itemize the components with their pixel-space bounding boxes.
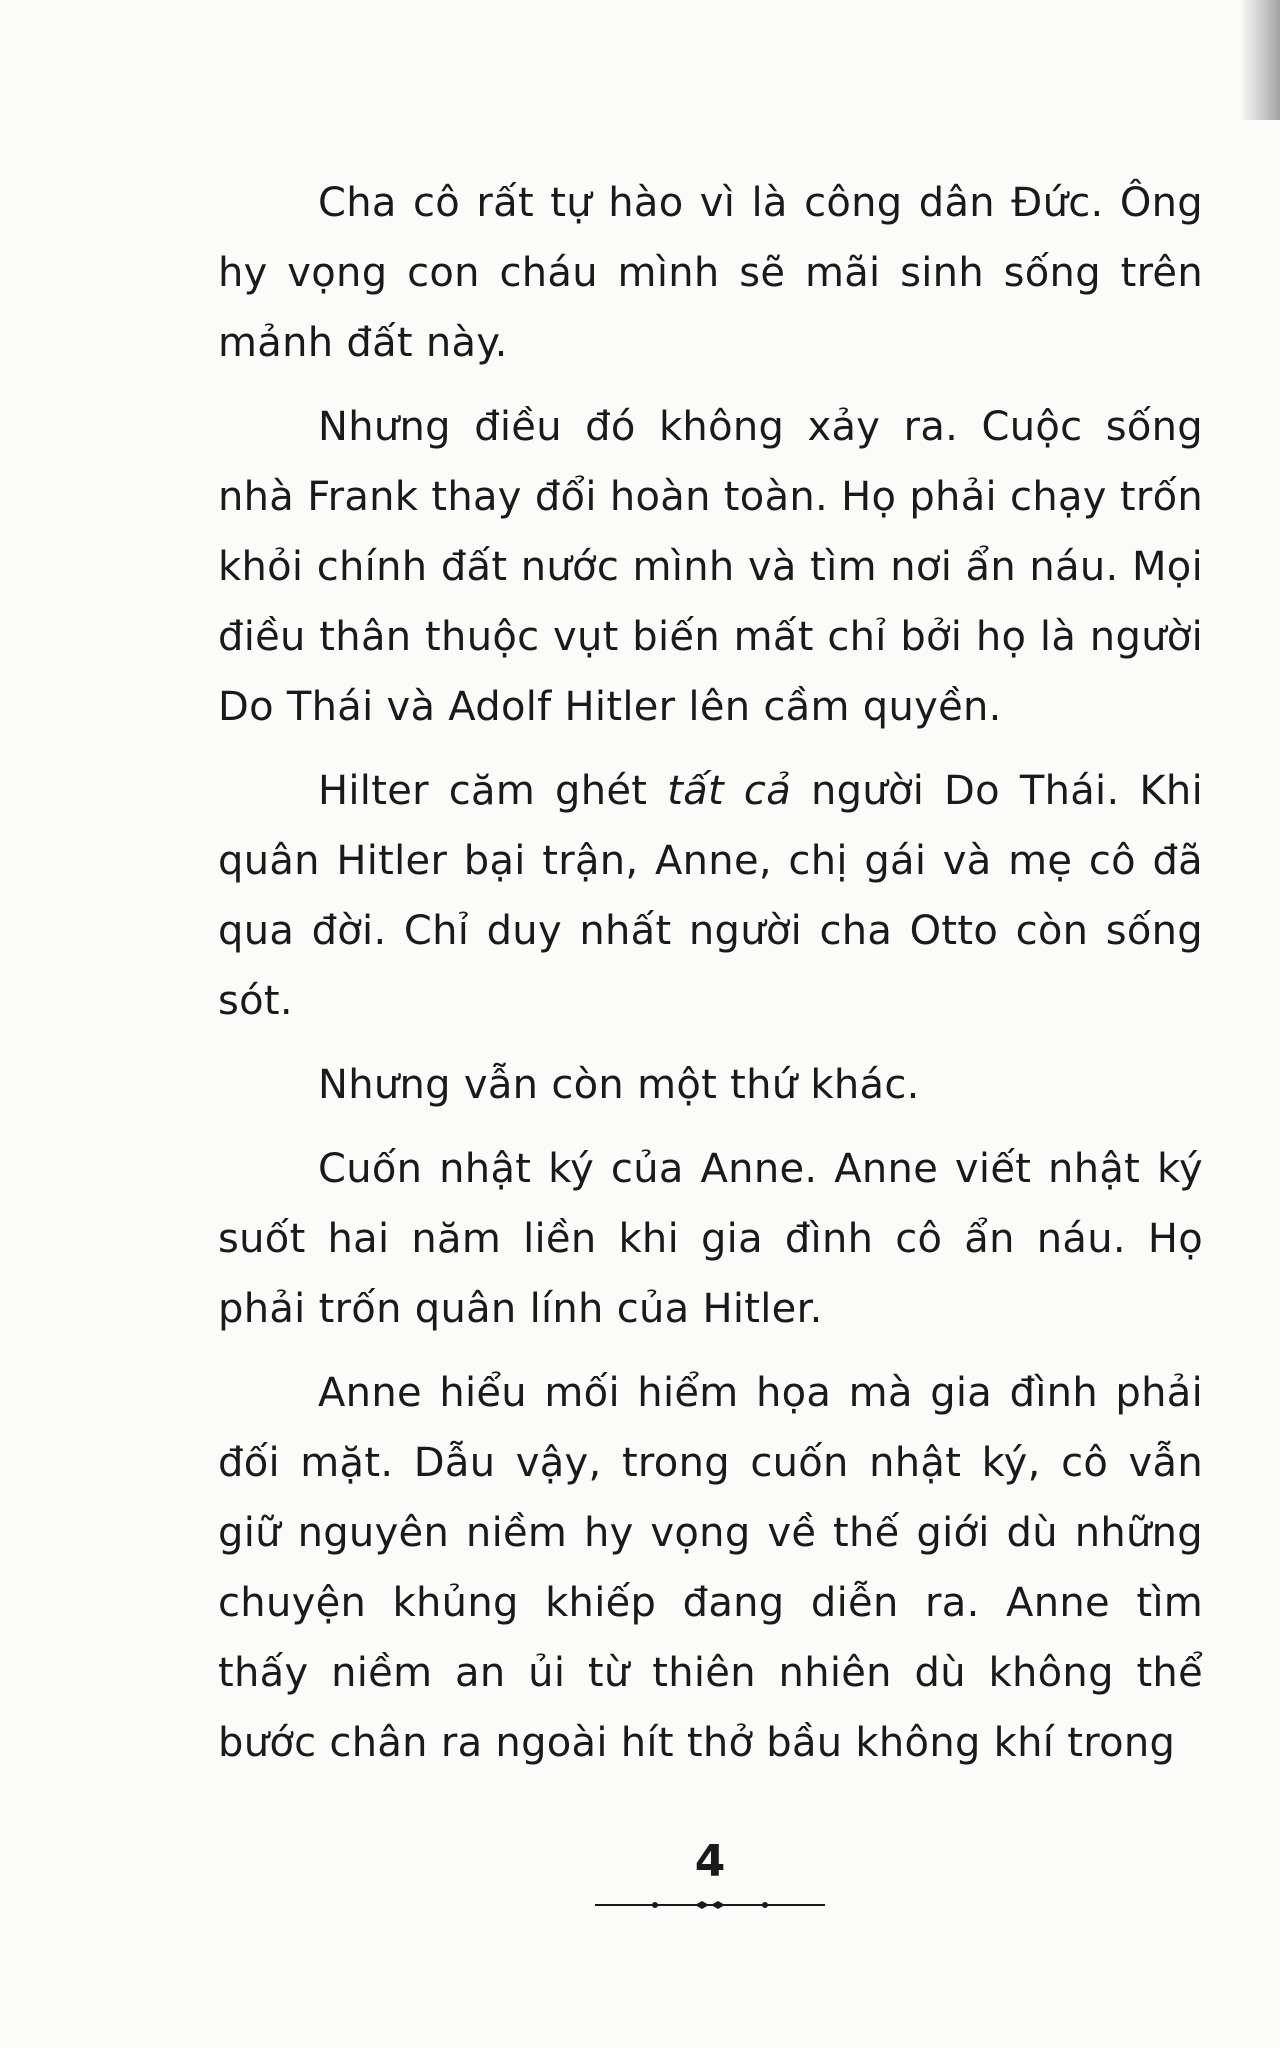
paragraph-5: Cuốn nhật ký của Anne. Anne viết nhật ký suốt hai năm liền khi gia đình cô ẩn náu. Họ phải trốn quân lính của Hitler. <box>218 1146 1203 1332</box>
page-edge-shadow <box>1240 0 1280 120</box>
page-footer <box>590 1836 830 1887</box>
paragraph-2: Nhưng điều đó không xảy ra. Cuộc sống nhà Frank thay đổi hoàn toàn. Họ phải chạy trốn khỏi chính đất nước mình và tìm nơi ẩn náu. Mọi điều thân thuộc vụt biến mất chỉ bởi họ là người Do Thái và Adolf Hitler lên cầm quyền. <box>218 404 1203 730</box>
page-number: 4 <box>694 1836 726 1887</box>
body-text <box>218 168 1203 1792</box>
emphasis-text: tất cả <box>667 768 792 814</box>
ornament-divider-icon <box>595 1898 825 1912</box>
paragraph-4: Nhưng vẫn còn một thứ khác. <box>318 1062 920 1108</box>
paragraph-3: Hilter căm ghét tất cả người Do Thái. Khi quân Hitler bại trận, Anne, chị gái và mẹ cô đã qua đời. Chỉ duy nhất người cha Otto còn sống sót. <box>218 768 1203 1024</box>
paragraph-6: Anne hiểu mối hiểm họa mà gia đình phải đối mặt. Dẫu vậy, trong cuốn nhật ký, cô vẫn giữ nguyên niềm hy vọng về thế giới dù những chuyện khủng khiếp đang diễn ra. Anne tìm thấy niềm an ủi từ thiên nhiên dù không thể bước chân ra ngoài hít thở bầu không khí trong <box>218 1370 1203 1766</box>
paragraph-1: Cha cô rất tự hào vì là công dân Đức. Ông hy vọng con cháu mình sẽ mãi sinh sống trên mảnh đất này. <box>218 180 1203 366</box>
